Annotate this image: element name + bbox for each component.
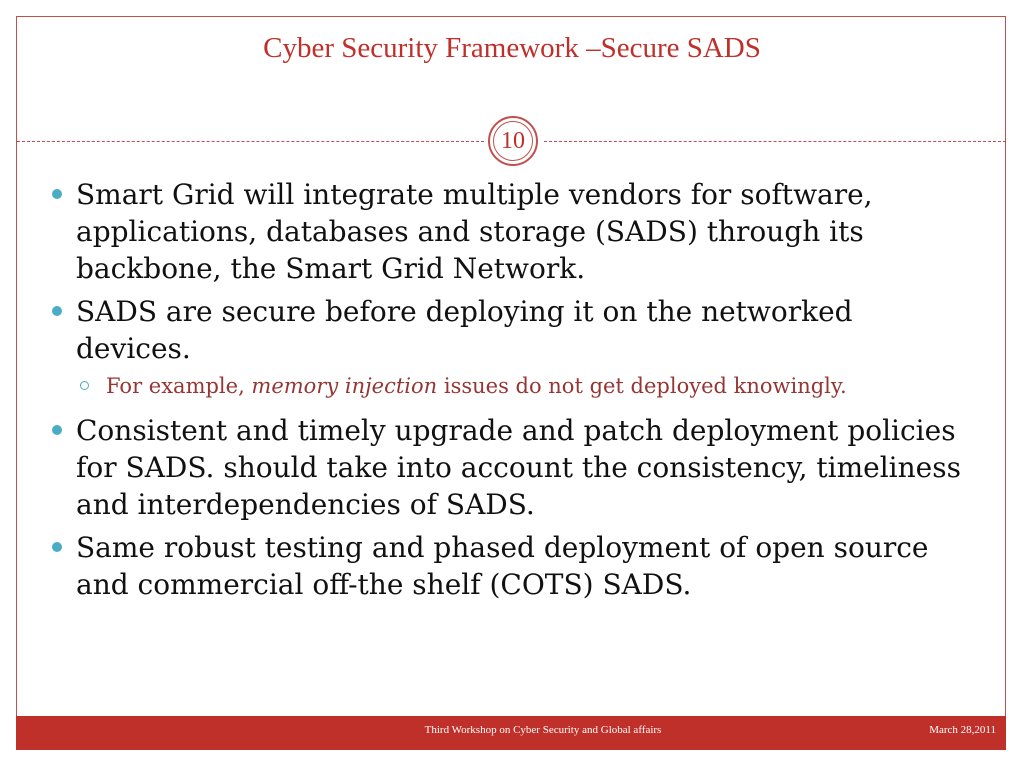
- bullet-item: [50, 176, 970, 287]
- bullet-dot-icon: [52, 306, 62, 316]
- slide-number-badge: [488, 116, 538, 166]
- slide-number: 10: [493, 121, 533, 161]
- footer-bar: [16, 716, 1006, 750]
- title-divider-right: [544, 141, 1006, 142]
- title-divider-left: [17, 141, 484, 142]
- bullet-text: Consistent and timely upgrade and patch deployment policies for SADS. should take into account the consistency, timeliness and interdependencies of SADS.: [76, 414, 961, 521]
- sub-bullet-emphasis: memory injection: [251, 374, 438, 398]
- footer-event-name: Third Workshop on Cyber Security and Global affairs: [424, 724, 662, 736]
- hollow-circle-icon: [80, 381, 89, 390]
- footer-date: March 28,2011: [929, 724, 996, 736]
- sub-bullet-prefix: For example,: [106, 374, 252, 398]
- bullet-item: [50, 529, 970, 603]
- bullet-text: Same robust testing and phased deployment of open source and commercial off-the shelf (COTS) SADS.: [76, 531, 929, 601]
- bullet-dot-icon: [52, 542, 62, 552]
- bullet-item: [50, 412, 970, 523]
- sub-bullet-suffix: issues do not get deployed knowingly.: [437, 374, 847, 398]
- sub-bullet-item: [50, 371, 970, 402]
- slide-title: Cyber Security Framework –Secure SADS: [263, 32, 761, 64]
- bullet-dot-icon: [52, 189, 62, 199]
- bullet-text: SADS are secure before deploying it on the networked devices.: [76, 295, 853, 365]
- bullet-item: [50, 293, 970, 367]
- bullet-text: Smart Grid will integrate multiple vendors for software, applications, databases and storage (SADS) through its backbone, the Smart Grid Network.: [76, 178, 873, 285]
- bullet-dot-icon: [52, 425, 62, 435]
- slide-body: [50, 176, 970, 609]
